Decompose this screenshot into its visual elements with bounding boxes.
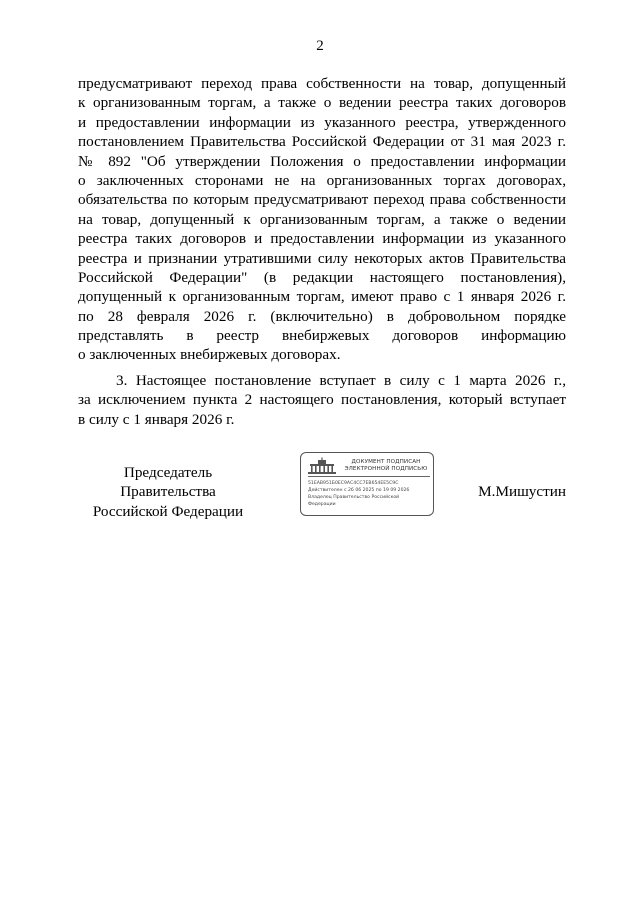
signer-title-line: Российской Федерации: [92, 502, 244, 520]
stamp-certificate: 51ЕАВ951Б0ЕС9АС4СС7ЕВ654ЕЕ5С9С: [308, 481, 399, 486]
text-line: обязательства по которым предусматривают переход права собственности: [78, 191, 566, 209]
stamp-heading: [341, 459, 431, 473]
text-line: за исключением пункта 2 настоящего постановления, который вступает: [78, 391, 566, 409]
stamp-validity: Действителен с 26 06 2025 по 19 09 2026: [308, 488, 410, 493]
stamp-divider: [308, 476, 430, 477]
text-line: реестра таких договоров и предоставлении информации из указанного: [78, 230, 566, 248]
government-building-icon: [307, 457, 337, 475]
text-line: на товар, допущенный к организованным торгам, а также о ведении: [78, 210, 566, 228]
text-line: допущенный к организованным торгам, имеют право с 1 января 2026 г.: [78, 288, 566, 306]
text-line: по 28 февраля 2026 г. (включительно) в добровольном порядке: [78, 307, 566, 325]
text-line: к организованным торгам, а также о ведении реестра таких договоров: [78, 94, 566, 112]
text-line: и предоставлении информации из указанного реестра, утвержденного: [78, 113, 566, 131]
stamp-owner: Федерации: [308, 502, 336, 507]
text-line: № 892 "Об утверждении Положения о предоставлении информации: [78, 152, 566, 170]
signer-title-line: Председатель Правительства: [120, 464, 216, 501]
paragraph-3-effective-date: [78, 371, 566, 429]
page-number: 2: [316, 38, 324, 54]
text-line: представлять в реестр внебиржевых договоров информацию: [78, 327, 566, 345]
text-line: постановлением Правительства Российской Федерации от 31 мая 2023 г.: [78, 133, 566, 151]
stamp-heading-line: ДОКУМЕНТ ПОДПИСАН: [351, 459, 421, 465]
signer-title: [78, 463, 258, 521]
stamp-details: [308, 480, 432, 508]
electronic-signature-stamp: [300, 452, 434, 516]
text-line: о заключенных сторонами не на организованных торгах договорах,: [78, 171, 566, 189]
text-line: о заключенных внебиржевых договорах.: [78, 346, 341, 364]
paragraph-continuation: [78, 74, 566, 365]
stamp-heading-line: ЭЛЕКТРОННОЙ ПОДПИСЬЮ: [344, 466, 428, 472]
text-line: Российской Федерации" (в редакции настоящего постановления),: [78, 268, 566, 286]
signer-name: М.Мишустин: [478, 483, 566, 500]
text-line: 3. Настоящее постановление вступает в силу с 1 марта 2026 г.,: [116, 372, 566, 389]
text-line: предусматривают переход права собственности на товар, допущенный: [78, 75, 566, 92]
text-line: в силу с 1 января 2026 г.: [78, 410, 235, 428]
stamp-owner: Владелец Правительство Российской: [308, 495, 400, 500]
text-line: реестра и признании утратившими силу некоторых актов Правительства: [78, 249, 566, 267]
